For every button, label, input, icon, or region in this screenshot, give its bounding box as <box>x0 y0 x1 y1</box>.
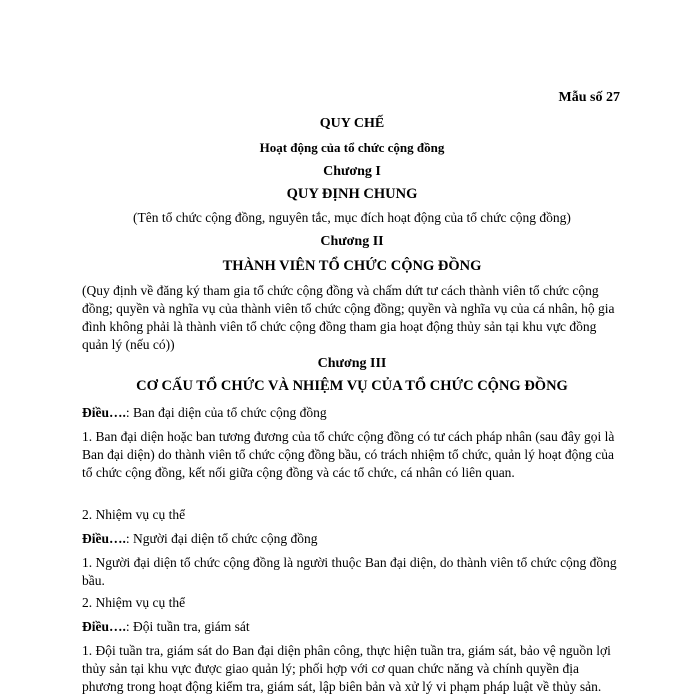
chapter-3-heading: CƠ CẤU TỔ CHỨC VÀ NHIỆM VỤ CỦA TỔ CHỨC CỘNG ĐỒNG <box>136 378 568 394</box>
article-1-para-2: 2. Nhiệm vụ cụ thể <box>82 507 186 522</box>
chapter-3-label: Chương III <box>317 356 387 371</box>
document-page <box>82 0 622 700</box>
chapter-1-label: Chương I <box>323 164 381 179</box>
chapter-1-heading: QUY ĐỊNH CHUNG <box>286 186 418 202</box>
chapter-2-label: Chương II <box>320 234 384 249</box>
article-1-title: : Ban đại diện của tổ chức cộng đồng <box>125 405 327 420</box>
document-title: QUY CHẾ <box>319 116 385 131</box>
chapter-2-note: (Quy định về đăng ký tham gia tổ chức cộng đồng và chấm dứt tư cách thành viên tổ chức cộng đồng; quyền và nghĩa vụ của thành viên tổ chức cộng đồng; quyền và nghĩa vụ của cá nhân, hộ gia đình không phải là thành viên tổ chức cộng đồng tham gia hoạt động thủy sản tại khu vực đồng quản lý (nếu có)) <box>82 283 615 352</box>
article-2-title: : Người đại diện tổ chức cộng đồng <box>125 531 318 546</box>
article-2-para-2: 2. Nhiệm vụ cụ thể <box>82 595 186 610</box>
article-2-para-1: 1. Người đại diện tổ chức cộng đồng là người thuộc Ban đại diện, do thành viên tổ chức cộng đồng bầu. <box>82 555 617 588</box>
form-number: Mẫu số 27 <box>558 90 620 105</box>
article-2-heading <box>82 530 622 548</box>
article-1-para-1: 1. Ban đại diện hoặc ban tương đương của tổ chức cộng đồng có tư cách pháp nhân (sau đây gọi là Ban đại diện) do thành viên tổ chức cộng đồng bầu, có trách nhiệm tổ chức, quản lý hoạt động của tổ chức cộng đồng, kết nối giữa cộng đồng và các tổ chức, cá nhân có liên quan. <box>82 429 615 480</box>
article-3-title: : Đội tuần tra, giám sát <box>125 619 250 634</box>
chapter-2-heading: THÀNH VIÊN TỔ CHỨC CỘNG ĐỒNG <box>222 258 482 274</box>
article-1-heading <box>82 404 622 422</box>
article-3-para-1: 1. Đội tuần tra, giám sát do Ban đại diện phân công, thực hiện tuần tra, giám sát, bảo vệ nguồn lợi thủy sản tại khu vực được giao quản lý; phối hợp với cơ quan chức năng và chính quyền địa phương trong hoạt động kiểm tra, giám sát, lập biên bản và xử lý vi phạm pháp luật về thủy sản. <box>82 643 611 694</box>
article-3-prefix: Điều…. <box>82 619 126 634</box>
article-2-prefix: Điều…. <box>82 531 126 546</box>
document-subtitle: Hoạt động của tổ chức cộng đồng <box>259 140 445 155</box>
chapter-1-note: (Tên tổ chức cộng đồng, nguyên tắc, mục đích hoạt động của tổ chức cộng đồng) <box>133 210 571 225</box>
article-3-heading <box>82 618 622 636</box>
article-1-prefix: Điều…. <box>82 405 126 420</box>
